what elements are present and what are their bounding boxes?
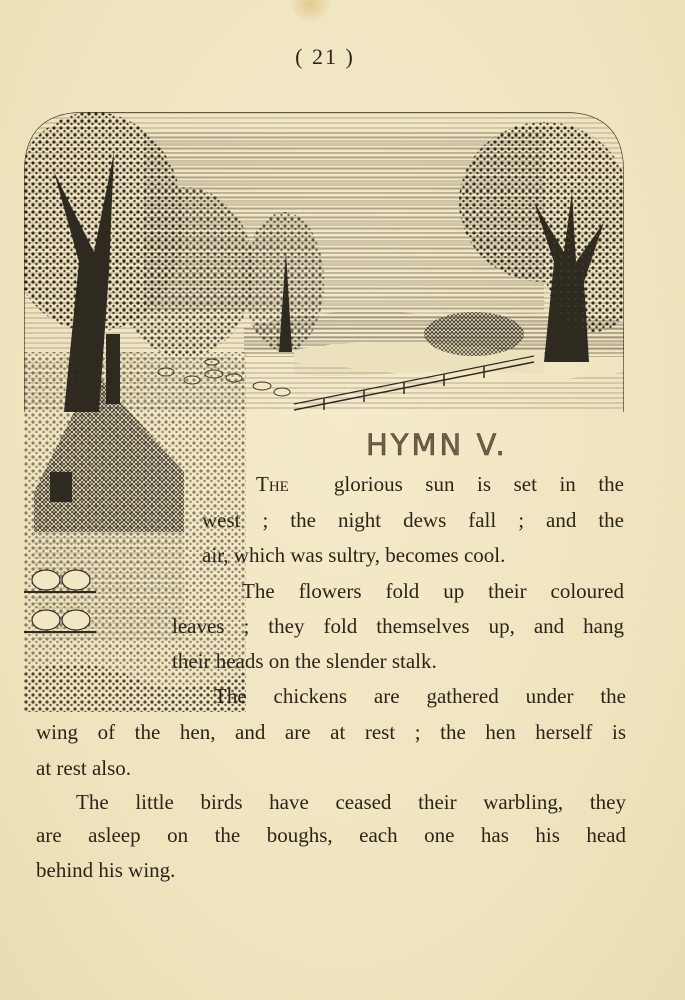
paragraph-2-line-3: their heads on the slender stalk. bbox=[172, 649, 437, 673]
page-number: ( 21 ) bbox=[295, 44, 355, 69]
paragraph-1-line-2: west ; the night dews fall ; and the bbox=[202, 508, 624, 532]
paragraph-3-line-2: wing of the hen, and are at rest ; the hen herself is bbox=[36, 720, 626, 744]
paragraph-2-line-1: The flowers fold up their coloured bbox=[242, 579, 624, 603]
paragraph-2-line-2: leaves ; they fold themselves up, and hang bbox=[172, 614, 624, 638]
paragraph-1-line-3: air, which was sultry, becomes cool. bbox=[202, 543, 506, 567]
dropcap-word: The bbox=[256, 472, 289, 496]
hymn-title: HYMN V. bbox=[366, 428, 508, 462]
paper-stain bbox=[290, 0, 330, 22]
paragraph-4-line-1: The little birds have ceased their warbling, they bbox=[76, 790, 626, 814]
paragraph-4-line-3: behind his wing. bbox=[36, 858, 176, 882]
paragraph-1-line-1: The glorious sun is set in the bbox=[256, 472, 624, 496]
paragraph-3-line-1: The chickens are gathered under the bbox=[214, 684, 626, 708]
paragraph-4-line-2: are asleep on the boughs, each one has his head bbox=[36, 823, 626, 847]
paragraph-3-line-3: at rest also. bbox=[36, 756, 132, 780]
